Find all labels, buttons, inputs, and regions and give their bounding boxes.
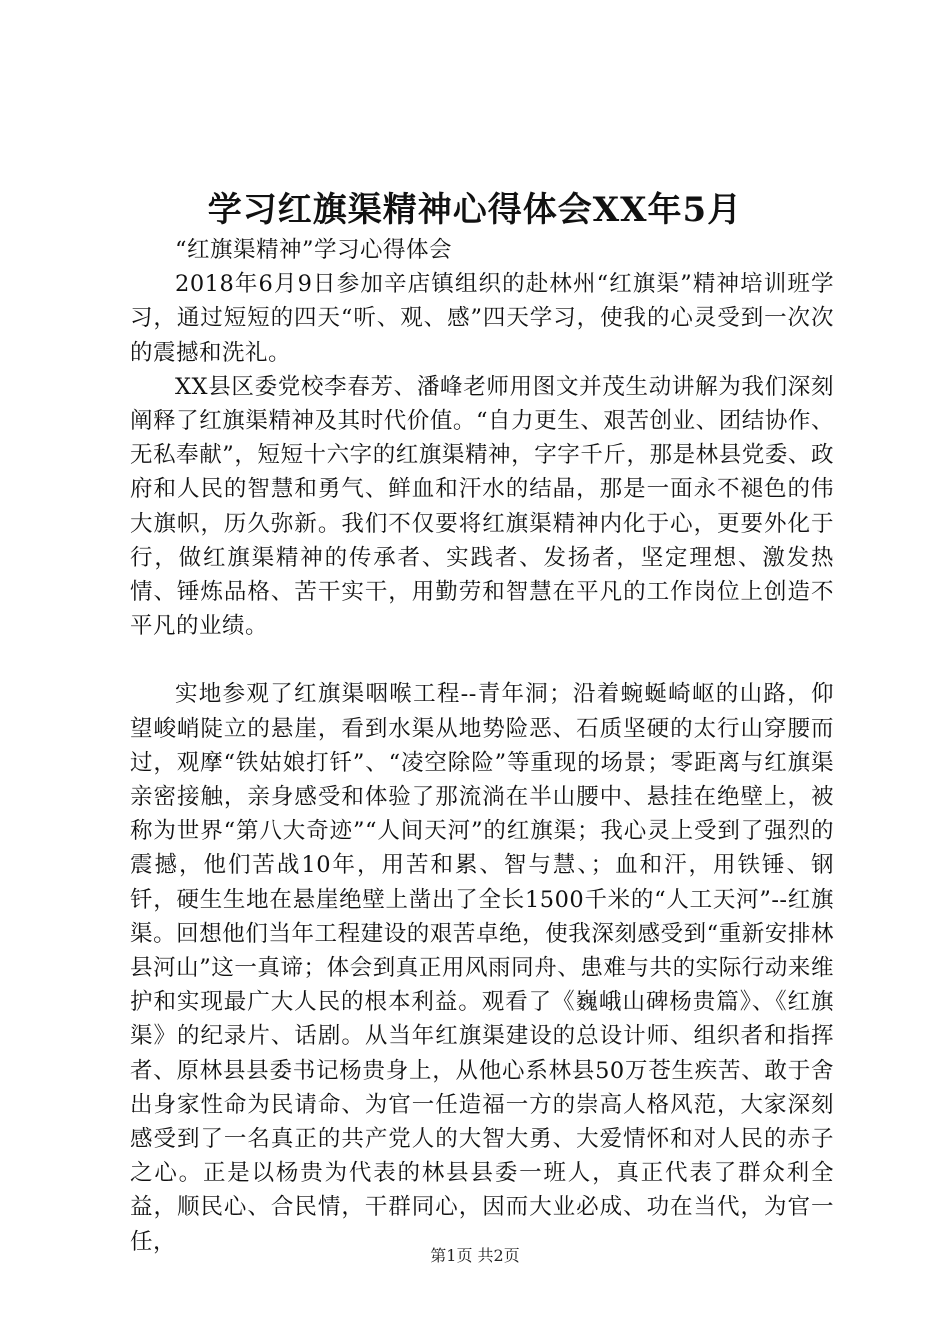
document-subtitle: “红旗渠精神”学习心得体会 bbox=[175, 237, 453, 263]
paragraph-2: XX县区委党校李春芳、潘峰老师用图文并茂生动讲解为我们深刻阐释了红旗渠精神及其时代价值。“自力更生、艰苦创业、团结协作、无私奉献”，短短十六字的红旗渠精神，字字千斤，那是林县党委、政府和人民的智慧和勇气、鲜血和汗水的结晶，那是一面永不褪色的伟大旗帜，历久弥新。我们不仅要将红旗渠精神内化于心，更要外化于行，做红旗渠精神的传承者、实践者、发扬者，坚定理想、激发热情、锤炼品格、苦干实干，用勤劳和智慧在平凡的工作岗位上创造不平凡的业绩。 bbox=[130, 373, 834, 640]
document-title: 学习红旗渠精神心得体会XX年5月 bbox=[207, 190, 743, 230]
page-footer: 第1页 共2页 bbox=[430, 1246, 520, 1265]
paragraph-spacer bbox=[130, 643, 834, 677]
paragraph-3: 实地参观了红旗渠咽喉工程--青年洞；沿着蜿蜒崎岖的山路，仰望峻峭陡立的悬崖，看到水渠从地势险恶、石质坚硬的太行山穿腰而过，观摩“铁姑娘打钎”、“凌空除险”等重现的场景；零距离与红旗渠亲密接触，亲身感受和体验了那流淌在半山腰中、悬挂在绝壁上，被称为世界“第八大奇迹”“人间天河”的红旗渠；我心灵上受到了强烈的震撼，他们苦战10年，用苦和累、智与慧、；血和汗，用铁锤、钢钎，硬生生地在悬崖绝壁上凿出了全长1500千米的“人工天河”--红旗渠。回想他们当年工程建设的艰苦卓绝，使我深刻感受到“重新安排林县河山”这一真谛；体会到真正用风雨同舟、患难与共的实际行动来维护和实现最广大人民的根本利益。观看了《巍峨山碑杨贵篇》、《红旗渠》的纪录片、话剧。从当年红旗渠建设的总设计师、组织者和指挥者、原林县县委书记杨贵身上，从他心系林县50万苍生疾苦、敢于舍出身家性命为民请命、为官一任造福一方的崇高人格风范，大家深刻感受到了一名真正的共产党人的大智大勇、大爱情怀和对人民的赤子之心。正是以杨贵为代表的林县县委一班人，真正代表了群众利全益，顺民心、合民情，干群同心，因而大业必成、功在当代，为官一任， bbox=[130, 681, 834, 1255]
paragraph-1: 2018年6月9日参加辛店镇组织的赴林州“红旗渠”精神培训班学习，通过短短的四天“听、观、感”四天学习，使我的心灵受到一次次的震撼和洗礼。 bbox=[130, 271, 834, 366]
document-body bbox=[130, 233, 834, 1259]
